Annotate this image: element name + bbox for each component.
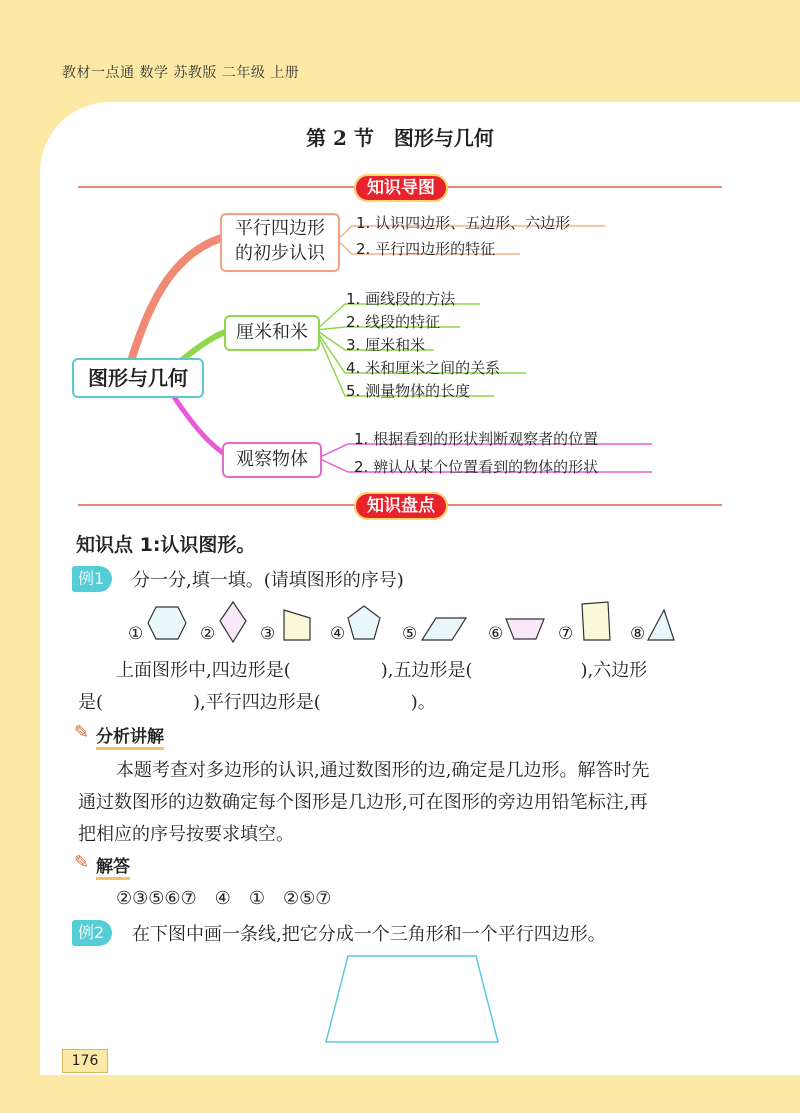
rhombus-shape <box>218 600 248 644</box>
analysis-line2: 通过数图形的边数确定每个图形是几边形,可在图形的旁边用铅笔标注,再 <box>78 792 648 813</box>
example-1-question-line1: 上面图形中,四边形是( ),五边形是( ),六边形 <box>116 660 648 681</box>
mindmap-item: 2. 线段的特征 <box>346 313 441 331</box>
mindmap-branch-parallelogram <box>220 213 340 272</box>
hexagon-shape <box>146 604 188 642</box>
mindmap-item: 1. 根据看到的形状判断观察者的位置 <box>354 430 599 448</box>
analysis-line3: 把相应的序号按要求填空。 <box>78 824 294 845</box>
branch-label-line2: 的初步认识 <box>235 243 325 264</box>
triangle-shape <box>646 608 676 642</box>
example-2-tag: 例2 <box>72 920 112 946</box>
quadrilateral-shape-2 <box>578 600 612 642</box>
section-title: 第 2 节 图形与几何 <box>306 126 494 150</box>
pencil-icon: ✎ <box>74 852 90 873</box>
trapezoid-figure <box>322 950 502 1046</box>
answer-text: ②③⑤⑥⑦ ④ ① ②⑤⑦ <box>116 888 332 909</box>
knowledge-point-1-title: 知识点 1:认识图形。 <box>76 534 256 556</box>
example-1-tag: 例1 <box>72 566 112 592</box>
shape-label-4: ④ <box>330 624 346 644</box>
book-header: 教材一点通 数学 苏教版 二年级 上册 <box>62 65 300 81</box>
mindmap-item: 2. 辨认从某个位置看到的物体的形状 <box>354 458 599 476</box>
badge-knowledge-map: 知识导图 <box>354 174 448 202</box>
branch-label-line1: 平行四边形 <box>235 218 325 239</box>
pencil-icon: ✎ <box>74 722 90 743</box>
shape-label-3: ③ <box>260 624 276 644</box>
mindmap-item: 3. 厘米和米 <box>346 336 426 354</box>
parallelogram-shape <box>420 616 468 642</box>
mindmap-item: 1. 认识四边形、五边形、六边形 <box>356 214 571 232</box>
trapezoid-shape <box>504 617 546 641</box>
mindmap-item: 2. 平行四边形的特征 <box>356 240 496 258</box>
example-1-prompt: 分一分,填一填。(请填图形的序号) <box>132 570 404 591</box>
example-2-prompt: 在下图中画一条线,把它分成一个三角形和一个平行四边形。 <box>132 924 606 945</box>
shape-label-1: ① <box>128 624 144 644</box>
page-number: 176 <box>62 1049 108 1073</box>
mindmap-root: 图形与几何 <box>72 358 204 398</box>
mindmap-item: 5. 测量物体的长度 <box>346 382 471 400</box>
analysis-heading: 分析讲解 <box>96 722 164 750</box>
answer-heading: 解答 <box>96 852 130 880</box>
shape-label-2: ② <box>200 624 216 644</box>
mindmap-item: 4. 米和厘米之间的关系 <box>346 359 501 377</box>
shape-label-6: ⑥ <box>488 624 504 644</box>
shape-label-8: ⑧ <box>630 624 646 644</box>
analysis-line1: 本题考查对多边形的认识,通过数图形的边,确定是几边形。解答时先 <box>116 760 650 781</box>
example-1-question-line2: 是( ),平行四边形是( )。 <box>78 692 436 713</box>
mindmap-item: 1. 画线段的方法 <box>346 290 456 308</box>
mindmap-branch-observe: 观察物体 <box>222 442 322 478</box>
mindmap-branch-cm-m: 厘米和米 <box>224 315 320 351</box>
shape-label-5: ⑤ <box>402 624 418 644</box>
badge-knowledge-review: 知识盘点 <box>354 492 448 520</box>
quadrilateral-shape <box>280 608 314 642</box>
pentagon-shape <box>346 604 382 642</box>
shape-label-7: ⑦ <box>558 624 574 644</box>
